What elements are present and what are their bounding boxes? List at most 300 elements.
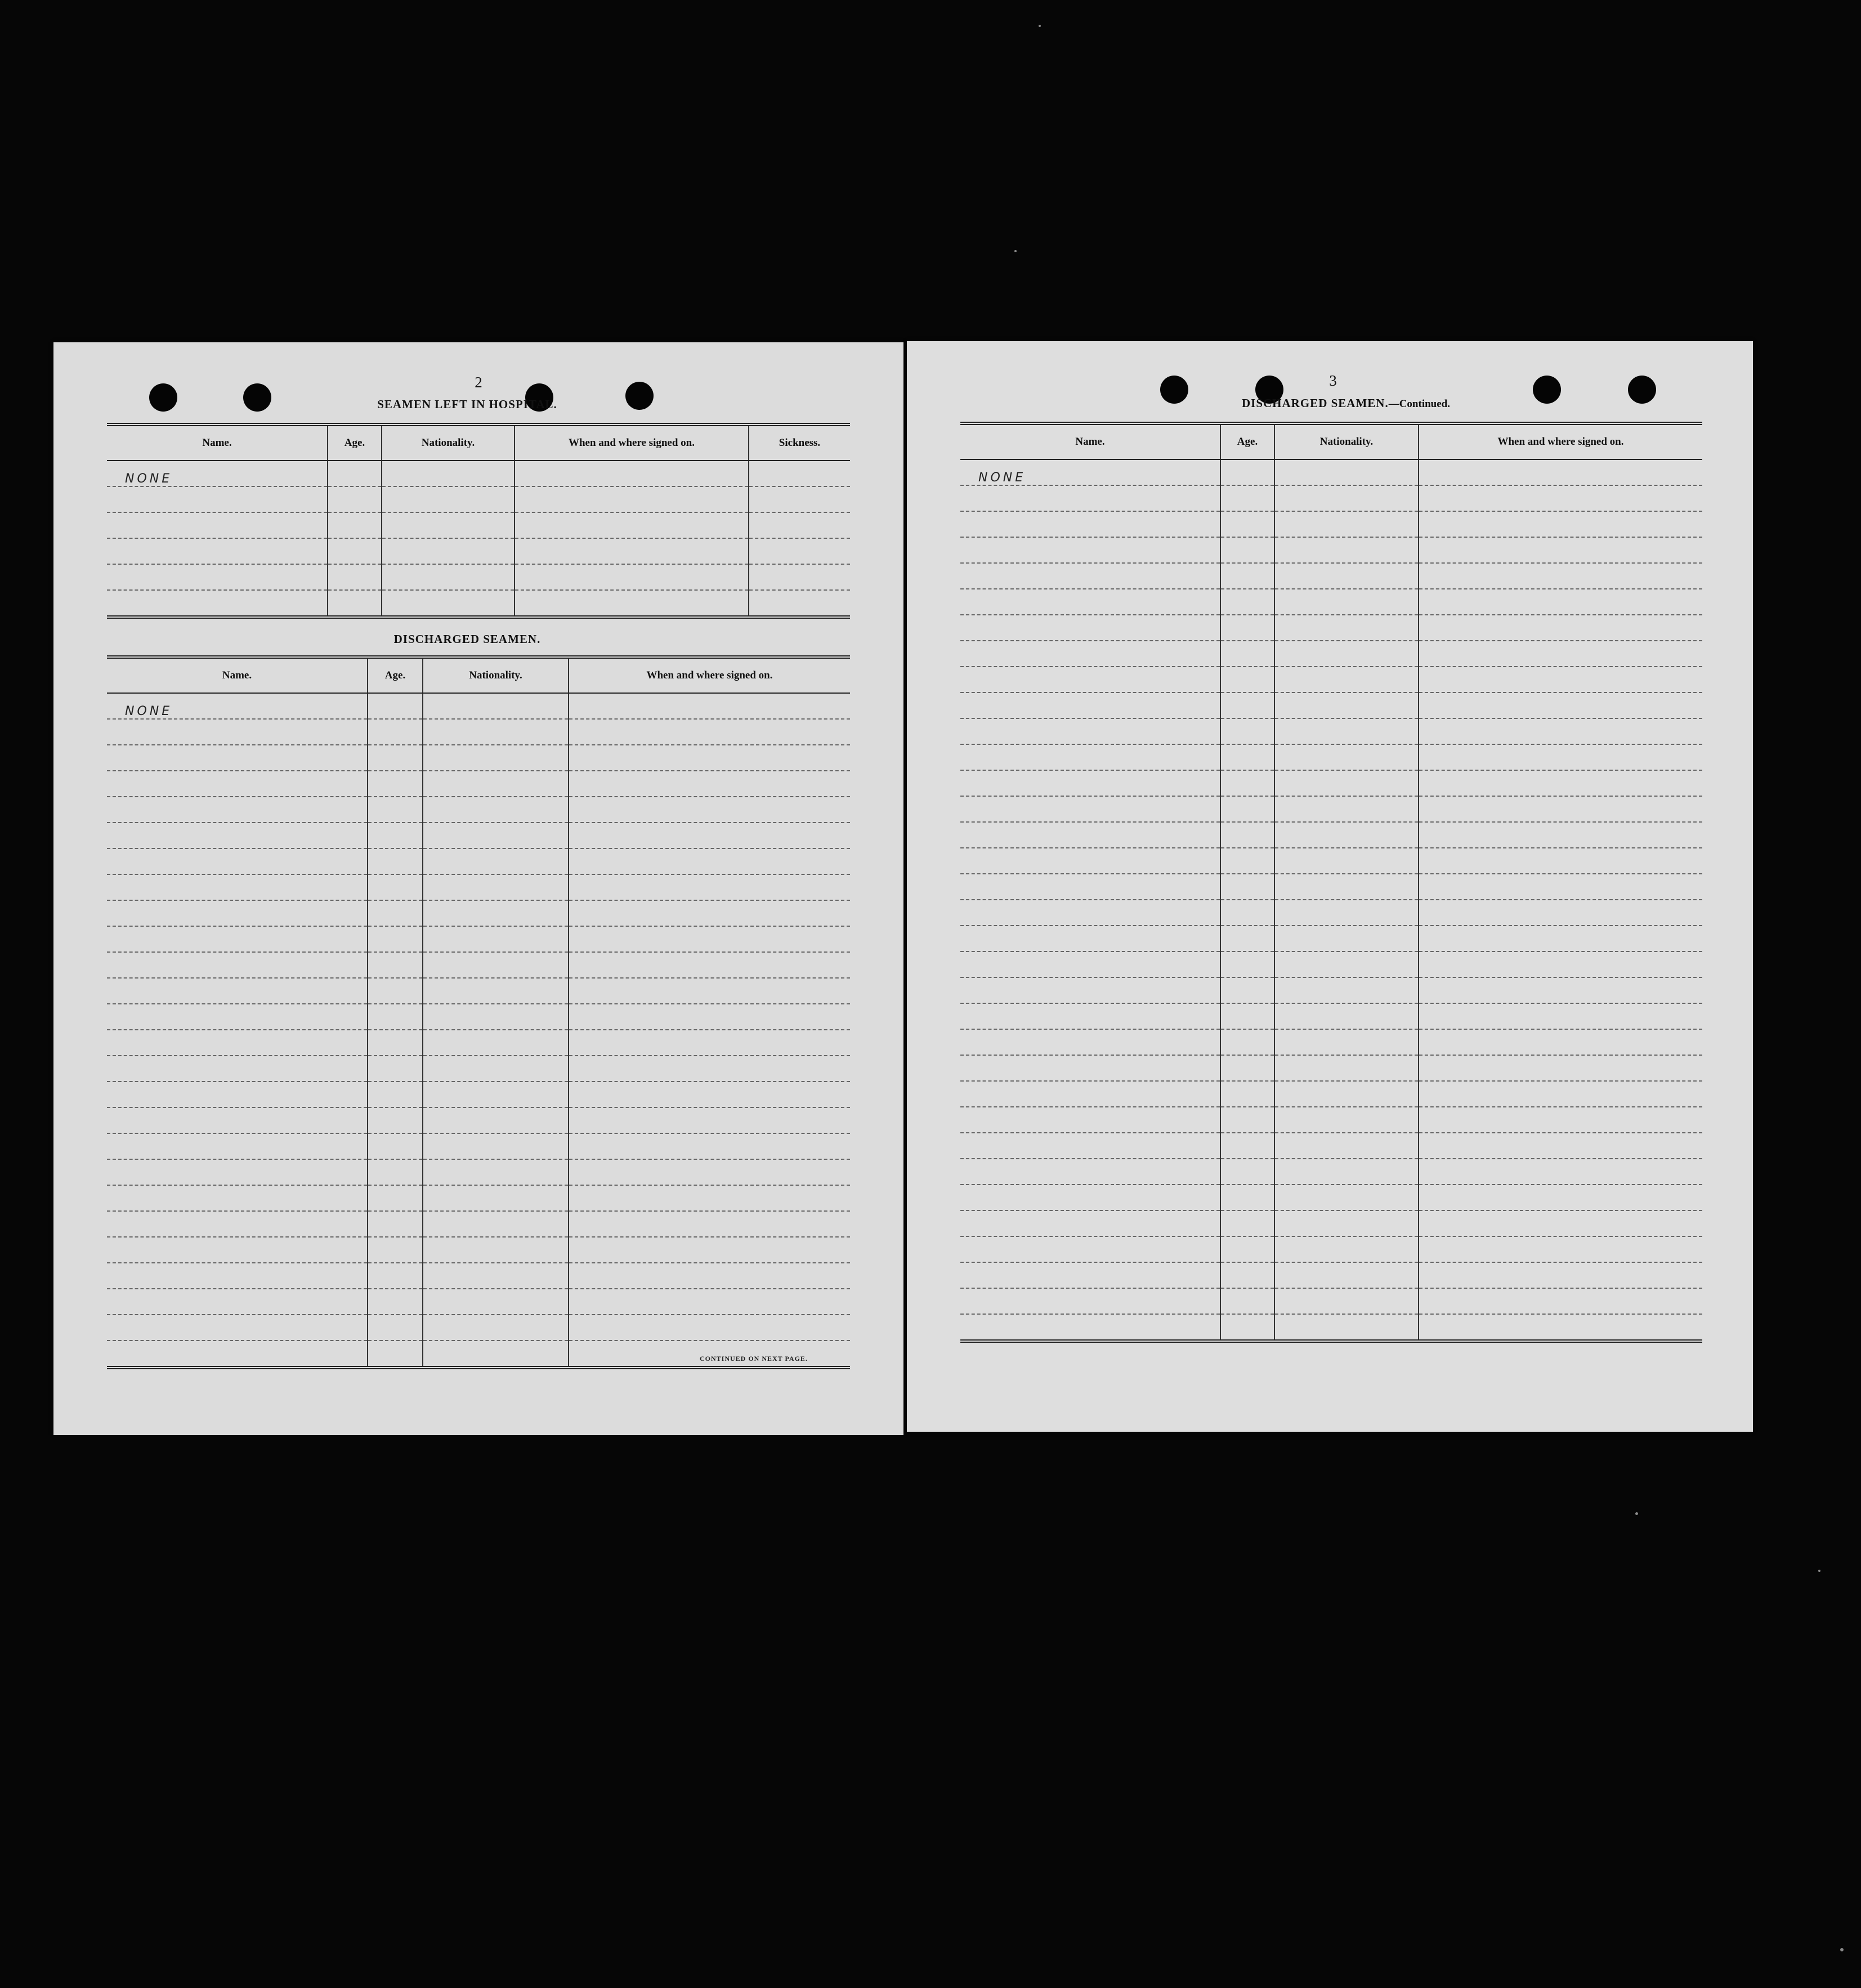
table-cell (368, 1107, 423, 1133)
table-cell (328, 564, 382, 590)
dust-speck (1635, 1512, 1638, 1515)
table-row (960, 563, 1702, 589)
table-cell (960, 822, 1220, 848)
table-row (960, 511, 1702, 537)
table-row (107, 461, 850, 486)
dust-speck (1014, 250, 1017, 252)
table-cell (960, 615, 1220, 641)
column-header-nationality: Nationality. (423, 657, 569, 693)
table-cell (569, 771, 850, 797)
table-cell (1274, 485, 1419, 511)
table-cell (1274, 511, 1419, 537)
table-cell (107, 926, 368, 952)
table-cell (423, 1056, 569, 1082)
table-row (107, 1133, 850, 1159)
table-cell (515, 461, 749, 486)
table-cell (1220, 563, 1274, 589)
table-cell (423, 1263, 569, 1289)
table-row (960, 848, 1702, 874)
table-cell (1220, 667, 1274, 693)
table-cell (107, 952, 368, 978)
table-cell (749, 538, 850, 564)
table-row (107, 1056, 850, 1082)
table-cell (368, 719, 423, 745)
table-cell (107, 590, 328, 617)
table-cell (1220, 977, 1274, 1003)
table-cell (368, 823, 423, 848)
table-row (960, 485, 1702, 511)
table-cell (368, 1133, 423, 1159)
table-cell (1419, 874, 1702, 900)
table-row (107, 874, 850, 900)
table-cell (423, 874, 569, 900)
table-cell (1419, 1314, 1702, 1341)
table-row (107, 512, 850, 538)
table-row (960, 589, 1702, 615)
table-cell (1274, 589, 1419, 615)
table-row (107, 978, 850, 1004)
table-row (107, 590, 850, 617)
table-cell (1220, 822, 1274, 848)
table-cell (1274, 718, 1419, 744)
column-header-nationality: Nationality. (1274, 423, 1419, 459)
table-cell (569, 1237, 850, 1263)
table-cell (960, 1003, 1220, 1029)
table-row (107, 1341, 850, 1368)
table-cell (1220, 1081, 1274, 1107)
table-cell (960, 744, 1220, 770)
table-cell (423, 926, 569, 952)
table-cell (960, 641, 1220, 667)
table-cell (1274, 926, 1419, 951)
table-cell (107, 1056, 368, 1082)
table-row (960, 1185, 1702, 1210)
table-cell (1220, 1236, 1274, 1262)
table-cell (368, 1341, 423, 1368)
table-row (107, 1082, 850, 1107)
table-cell (515, 486, 749, 512)
table-row (960, 693, 1702, 718)
table-cell (328, 512, 382, 538)
table-cell (368, 1159, 423, 1185)
table-cell (1419, 589, 1702, 615)
table-row (107, 1211, 850, 1237)
discharged-continued-body (960, 459, 1702, 1341)
table-cell (960, 1159, 1220, 1185)
table-cell (960, 1055, 1220, 1081)
table-cell (107, 512, 328, 538)
table-cell (569, 848, 850, 874)
table-cell (960, 1262, 1220, 1288)
table-row (107, 1263, 850, 1289)
table-cell (569, 1315, 850, 1341)
table-cell (423, 1237, 569, 1263)
table-cell (1220, 1133, 1274, 1159)
table-cell (1419, 977, 1702, 1003)
table-row (960, 537, 1702, 563)
table-cell (960, 1081, 1220, 1107)
table-cell (1274, 744, 1419, 770)
table-cell (960, 1288, 1220, 1314)
column-header-name: Name. (960, 423, 1220, 459)
column-header-age: Age. (368, 657, 423, 693)
discharged-continued-title (1149, 396, 1543, 410)
table-cell (1274, 563, 1419, 589)
table-cell (1419, 563, 1702, 589)
table-cell (1274, 951, 1419, 977)
table-cell (569, 1159, 850, 1185)
table-row (960, 667, 1702, 693)
table-cell (960, 693, 1220, 718)
table-cell (1220, 511, 1274, 537)
table-cell (1274, 693, 1419, 718)
table-cell (1220, 589, 1274, 615)
table-cell (1419, 459, 1702, 485)
table-cell (960, 1185, 1220, 1210)
table-cell (569, 1107, 850, 1133)
table-row (960, 1055, 1702, 1081)
table-row (960, 770, 1702, 796)
table-cell (423, 848, 569, 874)
table-row (107, 900, 850, 926)
table-cell (1419, 1210, 1702, 1236)
column-header-sickness: Sickness. (749, 425, 850, 461)
table-cell (1274, 770, 1419, 796)
table-cell (1220, 770, 1274, 796)
table-cell (1220, 1055, 1274, 1081)
table-cell (1419, 1029, 1702, 1055)
table-cell (423, 1315, 569, 1341)
table-cell (569, 693, 850, 719)
table-cell (569, 1185, 850, 1211)
table-row (960, 1133, 1702, 1159)
table-cell (960, 1210, 1220, 1236)
table-cell (107, 874, 368, 900)
table-cell (368, 1289, 423, 1315)
table-row (960, 1159, 1702, 1185)
table-cell (1220, 641, 1274, 667)
table-cell (960, 796, 1220, 822)
table-row (107, 564, 850, 590)
table-cell (423, 978, 569, 1004)
table-cell (368, 1030, 423, 1056)
table-cell (107, 900, 368, 926)
table-cell (1419, 1055, 1702, 1081)
column-header-name: Name. (107, 657, 368, 693)
table-cell (368, 1185, 423, 1211)
table-cell (960, 667, 1220, 693)
table-cell (1419, 718, 1702, 744)
table-cell (1419, 667, 1702, 693)
table-row (960, 1029, 1702, 1055)
table-cell (569, 797, 850, 823)
table-row (107, 1289, 850, 1315)
table-cell (960, 926, 1220, 951)
table-row (960, 977, 1702, 1003)
table-cell (960, 874, 1220, 900)
table-cell (515, 538, 749, 564)
table-row (107, 1185, 850, 1211)
table-row (960, 1107, 1702, 1133)
table-cell (1220, 1288, 1274, 1314)
table-cell (1274, 537, 1419, 563)
table-cell (107, 486, 328, 512)
table-cell (1274, 822, 1419, 848)
dust-speck (1840, 1948, 1844, 1951)
table-cell (960, 848, 1220, 874)
table-cell (960, 485, 1220, 511)
table-cell (569, 1289, 850, 1315)
table-cell (1419, 1262, 1702, 1288)
table-cell (1220, 796, 1274, 822)
form-page-left (53, 342, 903, 1435)
table-row (107, 1004, 850, 1030)
table-row (107, 745, 850, 771)
table-cell (1419, 926, 1702, 951)
page-number: 2 (475, 374, 482, 391)
table-cell (960, 1236, 1220, 1262)
table-cell (423, 1159, 569, 1185)
table-cell (423, 1133, 569, 1159)
table-row (107, 1237, 850, 1263)
table-cell (1419, 951, 1702, 977)
table-cell (960, 511, 1220, 537)
discharged-table (107, 655, 850, 1369)
table-cell (107, 978, 368, 1004)
table-cell (1274, 1185, 1419, 1210)
table-cell (382, 461, 515, 486)
table-cell (107, 848, 368, 874)
table-cell (1220, 744, 1274, 770)
table-cell (1274, 1133, 1419, 1159)
table-cell (368, 1211, 423, 1237)
table-cell (749, 486, 850, 512)
hospital-table-body (107, 461, 850, 617)
table-row (107, 1107, 850, 1133)
table-cell (423, 1289, 569, 1315)
table-row (107, 538, 850, 564)
table-cell (749, 461, 850, 486)
column-header-signed-on: When and where signed on. (1419, 423, 1702, 459)
table-cell (749, 512, 850, 538)
table-row (960, 744, 1702, 770)
table-row (107, 926, 850, 952)
table-cell (1274, 1029, 1419, 1055)
table-cell (423, 1030, 569, 1056)
discharged-section-title: DISCHARGED SEAMEN. (393, 632, 541, 646)
table-cell (1419, 1159, 1702, 1185)
table-cell (423, 771, 569, 797)
table-cell (1274, 641, 1419, 667)
table-cell (107, 1211, 368, 1237)
table-cell (1274, 874, 1419, 900)
table-cell (107, 823, 368, 848)
table-cell (569, 874, 850, 900)
table-cell (107, 1341, 368, 1368)
column-header-signed-on: When and where signed on. (515, 425, 749, 461)
table-cell (107, 1159, 368, 1185)
table-cell (569, 1211, 850, 1237)
table-cell (1220, 1314, 1274, 1341)
table-cell (1419, 693, 1702, 718)
table-cell (1220, 1159, 1274, 1185)
table-cell (1419, 1133, 1702, 1159)
table-row (960, 1003, 1702, 1029)
table-row (960, 900, 1702, 926)
table-cell (1274, 796, 1419, 822)
table-cell (1220, 693, 1274, 718)
table-cell (1419, 796, 1702, 822)
table-cell (1419, 848, 1702, 874)
table-cell (328, 461, 382, 486)
column-header-age: Age. (1220, 423, 1274, 459)
table-cell (107, 1004, 368, 1030)
table-cell (569, 926, 850, 952)
discharged-continued-table (960, 422, 1702, 1343)
table-cell (368, 1082, 423, 1107)
table-row (107, 486, 850, 512)
table-cell (1220, 615, 1274, 641)
punch-hole (1628, 376, 1656, 404)
table-row (960, 1210, 1702, 1236)
table-cell (423, 952, 569, 978)
table-cell (423, 719, 569, 745)
table-row (107, 797, 850, 823)
table-cell (1220, 1262, 1274, 1288)
punch-hole (149, 383, 177, 412)
table-row (960, 459, 1702, 485)
table-row (960, 718, 1702, 744)
table-cell (569, 745, 850, 771)
table-cell (328, 538, 382, 564)
table-cell (1274, 900, 1419, 926)
table-cell (1220, 1029, 1274, 1055)
table-cell (1419, 770, 1702, 796)
table-row (960, 822, 1702, 848)
table-row (107, 952, 850, 978)
table-cell (1419, 900, 1702, 926)
table-cell (960, 900, 1220, 926)
table-cell (1220, 926, 1274, 951)
table-cell (107, 719, 368, 745)
table-cell: NONE (107, 461, 328, 486)
table-cell (423, 693, 569, 719)
table-cell (107, 1237, 368, 1263)
column-header-name: Name. (107, 425, 328, 461)
table-cell (1419, 1003, 1702, 1029)
title-main: DISCHARGED SEAMEN. (1242, 396, 1389, 410)
table-cell (1274, 1003, 1419, 1029)
table-cell (1419, 744, 1702, 770)
table-cell (328, 590, 382, 617)
table-cell (368, 1056, 423, 1082)
table-cell (569, 1341, 850, 1368)
table-cell (960, 589, 1220, 615)
table-cell (107, 1315, 368, 1341)
table-row (107, 848, 850, 874)
table-cell (1419, 1185, 1702, 1210)
table-cell: NONE (960, 459, 1220, 485)
table-cell (1274, 1055, 1419, 1081)
table-cell (107, 1133, 368, 1159)
table-cell (328, 486, 382, 512)
column-header-signed-on: When and where signed on. (569, 657, 850, 693)
table-cell (1220, 1107, 1274, 1133)
table-cell (368, 745, 423, 771)
table-cell (749, 564, 850, 590)
table-cell (1274, 1159, 1419, 1185)
table-cell (423, 1107, 569, 1133)
table-cell (107, 1030, 368, 1056)
table-cell (382, 590, 515, 617)
table-cell (1220, 537, 1274, 563)
dust-speck (1039, 25, 1041, 27)
table-cell (423, 797, 569, 823)
table-cell (569, 1004, 850, 1030)
table-cell (382, 486, 515, 512)
table-cell (960, 563, 1220, 589)
table-cell (569, 1056, 850, 1082)
table-cell (107, 1185, 368, 1211)
table-cell (1419, 641, 1702, 667)
table-cell (368, 874, 423, 900)
table-cell (515, 590, 749, 617)
dust-speck (1818, 1570, 1820, 1572)
table-cell (382, 538, 515, 564)
table-cell (960, 1133, 1220, 1159)
table-cell (960, 1314, 1220, 1341)
table-row (960, 874, 1702, 900)
table-row (107, 693, 850, 719)
continued-note: CONTINUED ON NEXT PAGE. (700, 1355, 808, 1362)
table-cell (960, 770, 1220, 796)
table-cell (960, 951, 1220, 977)
table-cell (1220, 718, 1274, 744)
table-cell (1274, 1314, 1419, 1341)
table-cell (1419, 511, 1702, 537)
table-row (960, 1314, 1702, 1341)
table-cell (107, 538, 328, 564)
table-cell (368, 693, 423, 719)
table-cell (423, 745, 569, 771)
table-cell (515, 512, 749, 538)
table-row (107, 1159, 850, 1185)
table-cell (1274, 1288, 1419, 1314)
table-row (960, 615, 1702, 641)
discharged-table-body (107, 693, 850, 1368)
table-row (107, 1030, 850, 1056)
table-cell (107, 1107, 368, 1133)
table-row (107, 719, 850, 745)
table-cell (569, 900, 850, 926)
table-cell (1220, 900, 1274, 926)
table-cell (1274, 1107, 1419, 1133)
table-cell (368, 926, 423, 952)
table-cell (1220, 1185, 1274, 1210)
table-cell (569, 1263, 850, 1289)
table-row (960, 641, 1702, 667)
table-cell (569, 952, 850, 978)
table-cell (1419, 1288, 1702, 1314)
table-cell (569, 1030, 850, 1056)
table-cell (368, 1263, 423, 1289)
table-cell (960, 537, 1220, 563)
table-cell (1220, 874, 1274, 900)
page-number: 3 (1329, 372, 1337, 389)
table-cell (1274, 1210, 1419, 1236)
column-header-age: Age. (328, 425, 382, 461)
table-cell (569, 978, 850, 1004)
